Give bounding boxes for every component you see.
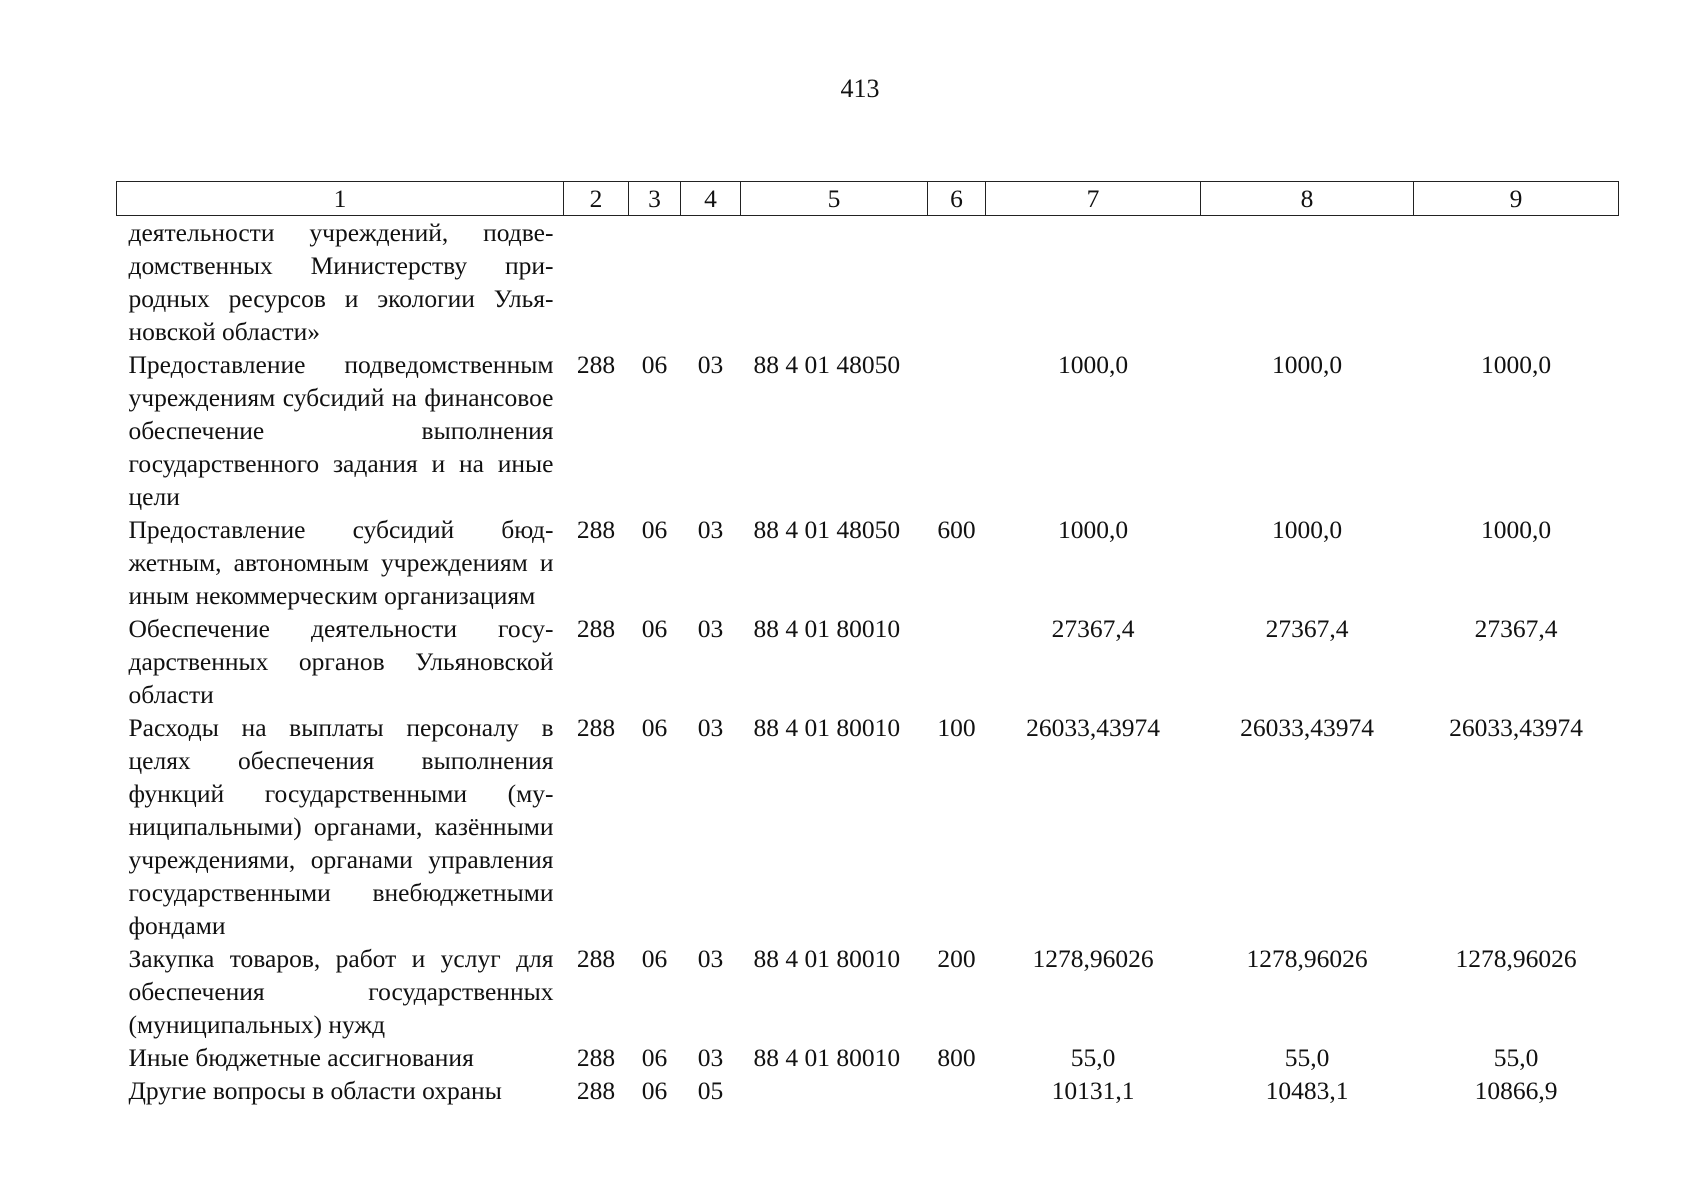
amount-col8: 1278,96026: [1246, 944, 1368, 973]
row-name: Предоставление подведомственным учреждениям субсидий на финансовое обеспечение выполнения государственного задания и на иные цели: [128, 350, 554, 511]
amount-col9: 1000,0: [1480, 350, 1552, 379]
table-row: [117, 612, 1619, 711]
expense-type-code: 200: [937, 944, 976, 973]
amount-col9: 1000,0: [1480, 515, 1552, 544]
row-name: Предоставление субсидий бюджетным, автономным учреждениям и иным некоммерческим организациям: [128, 515, 554, 610]
target-item-code: 88 4 01 80010: [753, 713, 901, 742]
table-row: [117, 216, 1619, 349]
expense-type-code: [928, 348, 986, 513]
subsection-code: 03: [697, 515, 724, 544]
amount-col8: 55,0: [1284, 1043, 1330, 1072]
amount-col9: 26033,43974: [1449, 713, 1583, 742]
subsection-code: 03: [697, 713, 724, 742]
target-item-code: 88 4 01 80010: [753, 1043, 901, 1072]
amount-col7: 1278,96026: [1032, 944, 1154, 973]
column-number-row: [117, 182, 1619, 216]
section-code: [629, 216, 681, 349]
expense-type-code: [928, 1074, 986, 1107]
grbs-code: 288: [576, 1043, 616, 1072]
column-header: 2: [564, 182, 629, 216]
target-item-code: [741, 216, 928, 349]
column-header: 6: [928, 182, 986, 216]
section-code: 06: [641, 1076, 668, 1105]
section-code: 06: [641, 944, 668, 973]
amount-col8: 10483,1: [1265, 1076, 1349, 1105]
section-code: 06: [641, 614, 668, 643]
section-code: 06: [641, 1043, 668, 1072]
section-code: 06: [641, 515, 668, 544]
row-name: Закупка товаров, работ и услуг для обеспечения государственных (муниципальных) нужд: [128, 944, 554, 1039]
amount-col7: 10131,1: [1051, 1076, 1135, 1105]
subsection-code: 05: [697, 1076, 724, 1105]
column-header: 3: [629, 182, 681, 216]
table-row: [117, 942, 1619, 1041]
amount-col9: 10866,9: [1474, 1076, 1558, 1105]
expense-type-code: [928, 216, 986, 349]
expense-type-code: 800: [937, 1043, 976, 1072]
page-number: 413: [840, 74, 880, 103]
column-header: 1: [117, 182, 564, 216]
amount-col9: [1414, 216, 1619, 349]
amount-col7: 1000,0: [1057, 515, 1129, 544]
target-item-code: 88 4 01 48050: [753, 350, 901, 379]
subsection-code: 03: [697, 614, 724, 643]
row-name: Иные бюджетные ассигнования: [128, 1043, 474, 1072]
column-header: 5: [741, 182, 928, 216]
grbs-code: 288: [576, 614, 616, 643]
column-header: 8: [1201, 182, 1414, 216]
grbs-code: 288: [576, 1076, 616, 1105]
column-header: 9: [1414, 182, 1619, 216]
column-header: 7: [986, 182, 1201, 216]
section-code: 06: [641, 350, 668, 379]
row-name: деятельности учреждений, подведомственных Министерству природных ресурсов и экологии Ульяновской области»: [128, 218, 554, 346]
grbs-code: [564, 216, 629, 349]
amount-col7: [986, 216, 1201, 349]
amount-col8: 27367,4: [1265, 614, 1349, 643]
amount-col8: 26033,43974: [1240, 713, 1374, 742]
amount-col7: 27367,4: [1051, 614, 1135, 643]
expense-type-code: [928, 612, 986, 711]
amount-col7: 55,0: [1070, 1043, 1116, 1072]
amount-col9: 1278,96026: [1455, 944, 1577, 973]
subsection-code: 03: [697, 944, 724, 973]
target-item-code: [741, 1074, 928, 1107]
subsection-code: 03: [697, 1043, 724, 1072]
column-header: 4: [681, 182, 741, 216]
expense-type-code: 100: [937, 713, 976, 742]
grbs-code: 288: [576, 944, 616, 973]
amount-col8: 1000,0: [1271, 350, 1343, 379]
table-row: [117, 711, 1619, 942]
grbs-code: 288: [576, 515, 616, 544]
row-name: Обеспечение деятельности государственных органов Ульяновской области: [128, 614, 554, 709]
subsection-code: [681, 216, 741, 349]
row-name: Другие вопросы в области охраны: [128, 1076, 502, 1105]
subsection-code: 03: [697, 350, 724, 379]
amount-col9: 27367,4: [1474, 614, 1558, 643]
grbs-code: 288: [576, 713, 616, 742]
expense-type-code: 600: [937, 515, 976, 544]
table-row: [117, 1041, 1619, 1074]
amount-col8: [1201, 216, 1414, 349]
amount-col7: 26033,43974: [1026, 713, 1160, 742]
table-row: [117, 348, 1619, 513]
budget-table: [116, 181, 1619, 1107]
target-item-code: 88 4 01 48050: [753, 515, 901, 544]
amount-col8: 1000,0: [1271, 515, 1343, 544]
amount-col7: 1000,0: [1057, 350, 1129, 379]
table-row: [117, 1074, 1619, 1107]
target-item-code: 88 4 01 80010: [753, 614, 901, 643]
grbs-code: 288: [576, 350, 616, 379]
table-row: [117, 513, 1619, 612]
row-name: Расходы на выплаты персоналу в целях обеспечения выполнения функций государственными (муниципальными) органами, казёнными учреждениями, органами управления государственными внебюджетными фондами: [128, 713, 554, 940]
target-item-code: 88 4 01 80010: [753, 944, 901, 973]
amount-col9: 55,0: [1493, 1043, 1539, 1072]
section-code: 06: [641, 713, 668, 742]
